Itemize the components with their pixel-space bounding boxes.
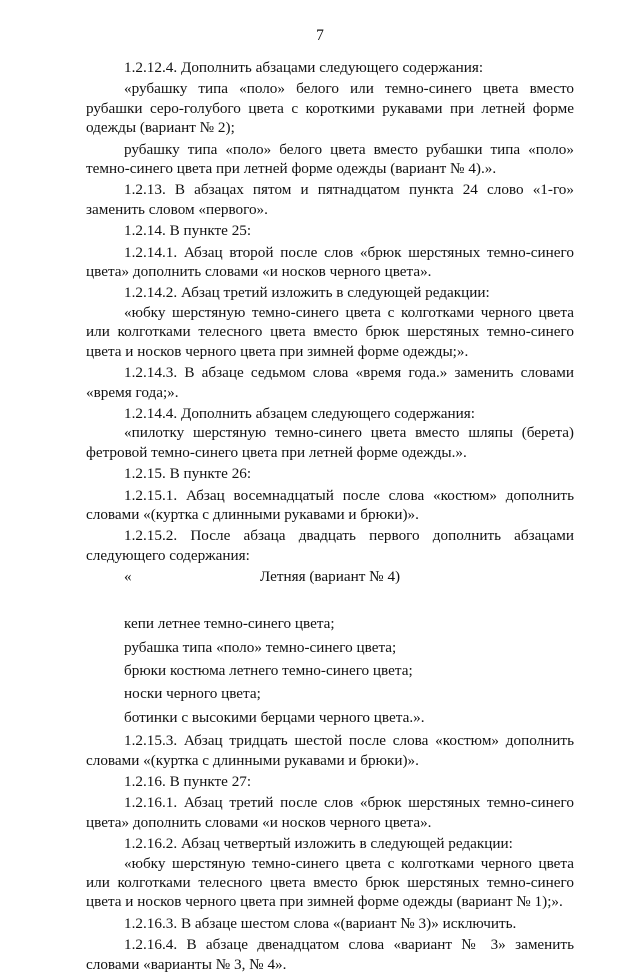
paragraph: 1.2.14.3. В абзаце седьмом слова «время года.» заменить словами «время года;». [86, 364, 574, 401]
paragraph: 1.2.15.1. Абзац восемнадцатый после слова «костюм» дополнить словами «(куртка с длинными рукавами и брюки)». [86, 486, 574, 523]
paragraph: «юбку шерстяную темно-синего цвета с колготками черного цвета или колготками телесного цвета вместо брюк шерстяных темно-синего цвета и носков черного цвета при зимней форме одежды;». [86, 303, 574, 360]
list-item: ботинки с высокими берцами черного цвета.». [124, 708, 425, 726]
paragraph: 1.2.14.1. Абзац второй после слов «брюк шерстяных темно-синего цвета» дополнить словами «и носков черного цвета». [86, 243, 574, 281]
page-number: 7 [316, 27, 324, 44]
paragraph: 1.2.14.4. Дополнить абзацем следующего содержания: [124, 404, 475, 422]
paragraph: 1.2.14. В пункте 25: [124, 222, 252, 240]
opening-quote: « [124, 568, 132, 586]
list-item: рубашка типа «поло» темно-синего цвета; [124, 638, 397, 656]
paragraph: 1.2.14.2. Абзац третий изложить в следующей редакции: [124, 284, 490, 302]
paragraph: «юбку шерстяную темно-синего цвета с колготками черного цвета или колготками телесного цвета вместо брюк шерстяных темно-синего цвета и носков черного цвета при зимней форме одежды (вариант № 1);». [86, 854, 574, 911]
paragraph: «пилотку шерстяную темно-синего цвета вместо шляпы (берета) фетровой темно-синего цвета при летней форме одежды.». [86, 424, 574, 461]
paragraph: 1.2.13. В абзацах пятом и пятнадцатом пункта 24 слово «1-го» заменить словом «первого». [86, 181, 574, 218]
spacer [86, 587, 574, 614]
paragraph: 1.2.12.4. Дополнить абзацами следующего содержания: [124, 59, 484, 76]
paragraph: 1.2.16. В пункте 27: [124, 773, 252, 790]
list-item: носки черного цвета; [124, 685, 261, 703]
paragraph: 1.2.16.1. Абзац третий после слов «брюк шерстяных темно-синего цвета» дополнить словами «и носков черного цвета». [86, 794, 574, 831]
list-item: кепи летнее темно-синего цвета; [124, 615, 335, 633]
list-item: брюки костюма летнего темно-синего цвета; [124, 661, 413, 679]
paragraph: 1.2.15.3. Абзац тридцать шестой после слова «костюм» дополнить словами «(куртка с длинными рукавами и брюки)». [86, 732, 574, 769]
paragraph: «рубашку типа «поло» белого или темно-синего цвета вместо рубашки серо-голубого цвета с короткими рукавами при летней форме одежды (вариант № 2); [86, 80, 574, 137]
paragraph: 1.2.16.2. Абзац четвертый изложить в следующей редакции: [124, 835, 513, 853]
section-title: Летняя (вариант № 4) [259, 568, 401, 586]
paragraph: 1.2.15.2. После абзаца двадцать первого дополнить абзацами следующего содержания: [86, 527, 574, 564]
paragraph: 1.2.16.4. В абзаце двенадцатом слова «вариант № 3» заменить словами «варианты № 3, № 4». [86, 936, 574, 973]
paragraph: рубашку типа «поло» белого цвета вместо рубашки типа «поло» темно-синего цвета при летней форме одежды (вариант № 4).». [86, 140, 574, 178]
paragraph: 1.2.15. В пункте 26: [124, 465, 252, 483]
document-body [86, 58, 574, 974]
paragraph: 1.2.16.3. В абзаце шестом слова «(вариант № 3)» исключить. [124, 914, 517, 932]
section-title-row [86, 567, 574, 587]
